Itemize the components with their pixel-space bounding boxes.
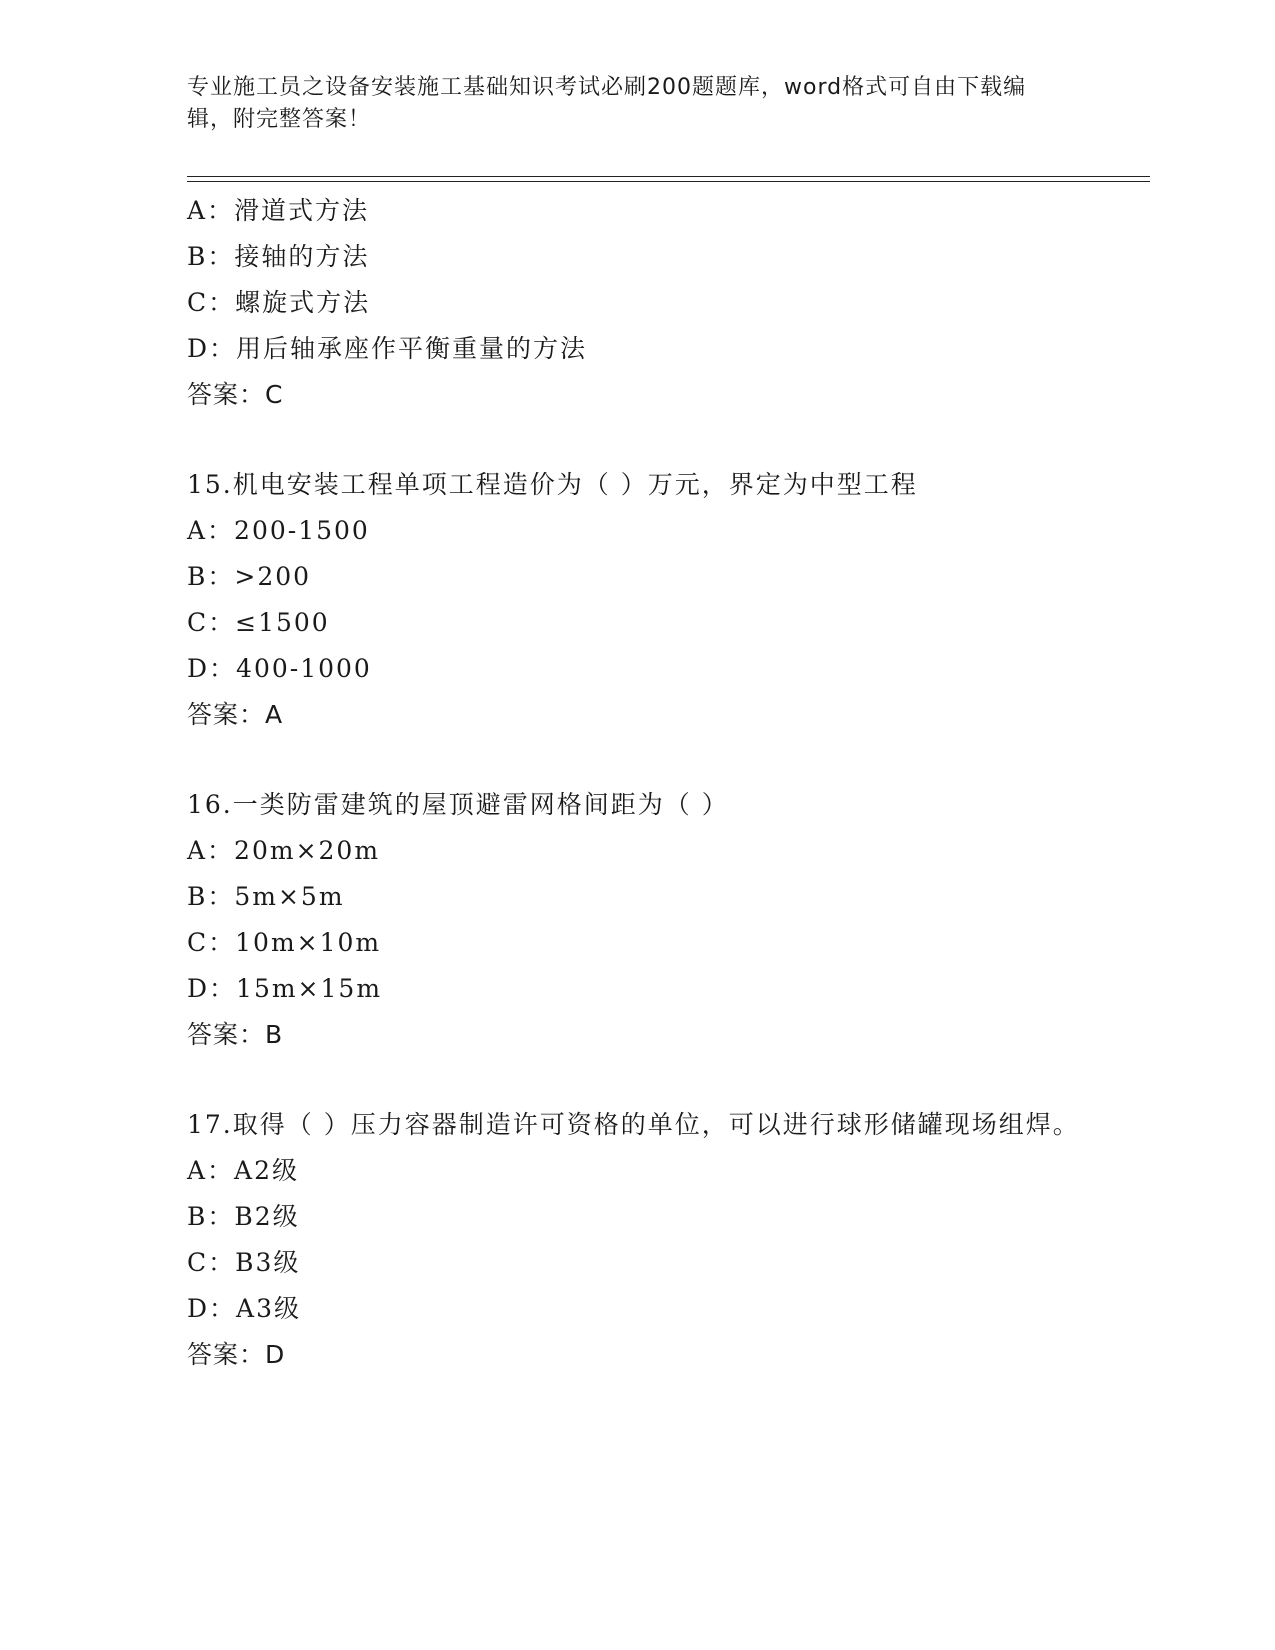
option-a: A：滑道式方法 [187, 196, 370, 225]
option-d: D：用后轴承座作平衡重量的方法 [187, 334, 588, 363]
option-d: D：400-1000 [187, 654, 372, 683]
question-block-17 [187, 1102, 1087, 1378]
option-d: D：A3级 [187, 1294, 302, 1323]
option-d: D：15m×15m [187, 974, 383, 1003]
question-block-16 [187, 782, 1087, 1058]
option-c: C：B3级 [187, 1248, 301, 1277]
answer-line: 答案：B [187, 1020, 284, 1049]
option-b: B：B2级 [187, 1202, 300, 1231]
document-header: 专业施工员之设备安装施工基础知识考试必刷200题题库，word格式可自由下载编辑，附完整答案！ [187, 75, 1027, 132]
question-list [187, 188, 1087, 1378]
answer-line: 答案：C [187, 380, 284, 409]
answer-line: 答案：A [187, 700, 284, 729]
question-stem: 17.取得（ ）压力容器制造许可资格的单位，可以进行球形储罐现场组焊。 [187, 1110, 1080, 1139]
question-stem: 15.机电安装工程单项工程造价为（ ）万元，界定为中型工程 [187, 470, 918, 499]
prev-question-block [187, 188, 1087, 418]
question-block-15 [187, 462, 1087, 738]
option-c: C：≤1500 [187, 608, 330, 637]
option-c: C：螺旋式方法 [187, 288, 371, 317]
option-c: C：10m×10m [187, 928, 382, 957]
option-a: A：A2级 [187, 1156, 300, 1185]
answer-line: 答案：D [187, 1340, 286, 1369]
option-b: B：>200 [187, 562, 312, 591]
option-b: B：5m×5m [187, 882, 345, 911]
header-divider-top [187, 176, 1150, 177]
header-divider-bottom [187, 181, 1150, 182]
option-b: B：接轴的方法 [187, 242, 370, 271]
option-a: A：20m×20m [187, 836, 381, 865]
option-a: A：200-1500 [187, 516, 370, 545]
question-stem: 16.一类防雷建筑的屋顶避雷网格间距为（ ） [187, 790, 729, 819]
